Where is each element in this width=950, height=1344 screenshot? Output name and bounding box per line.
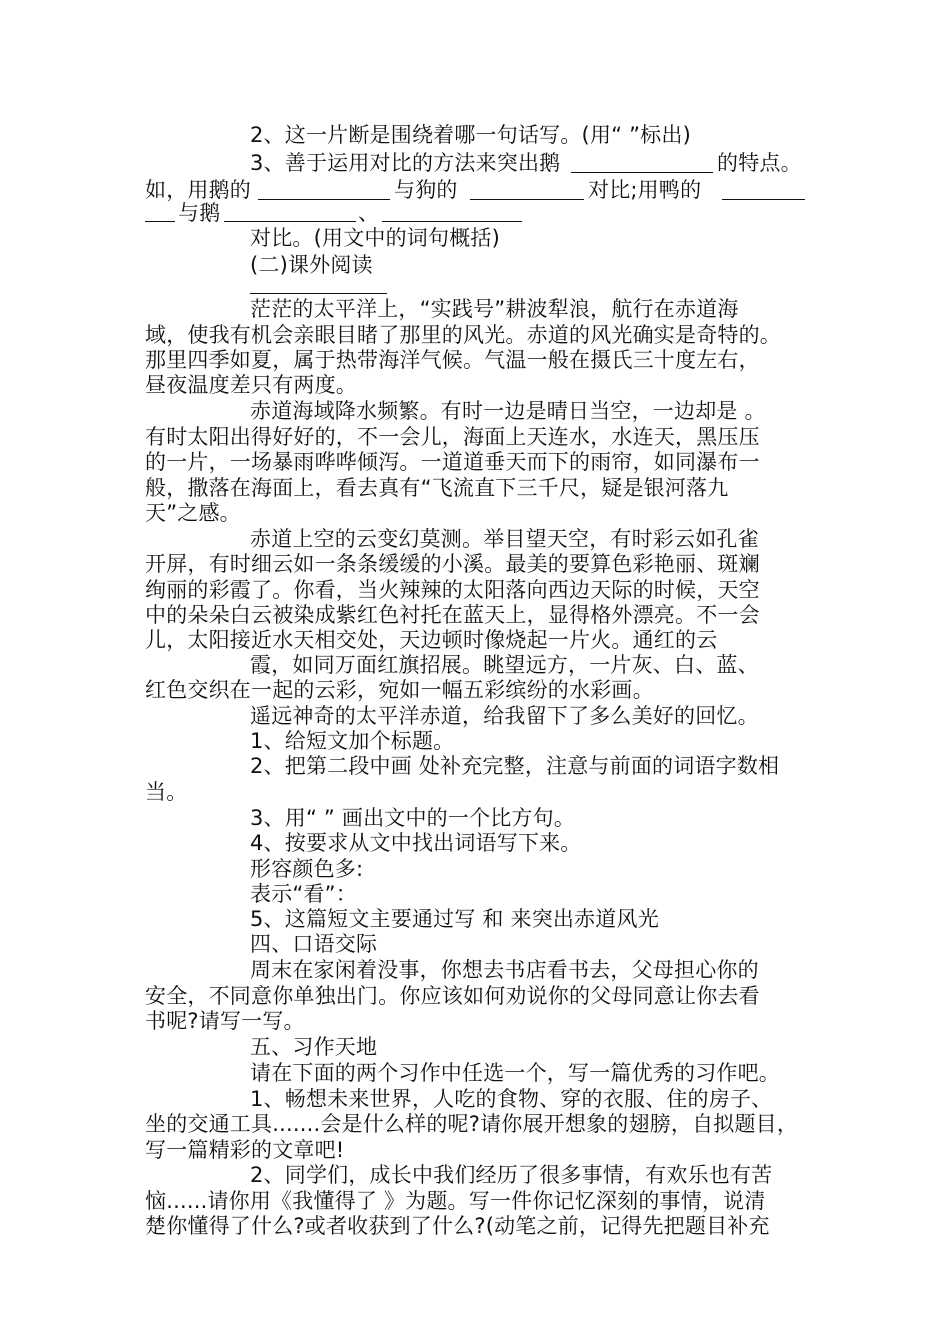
title-blank (250, 293, 387, 294)
comparison-line-mid: 对比;用鸭的 (588, 178, 702, 202)
answer-blank (224, 221, 356, 222)
exercise-1: 1、给短文加个标题。 (250, 729, 455, 753)
answer-blank (722, 199, 805, 200)
exercise-4-look: 表示“看”： (250, 882, 357, 906)
oral-prompt-line: 书呢?请写一写。 (145, 1009, 305, 1033)
section-heading-oral-communication: 四、口语交际 (250, 932, 378, 956)
passage-line: 中的朵朵白云被染成紫红色衬托在蓝天上，显得格外漂亮。不一会 (145, 603, 760, 627)
passage-line: 昼夜温度差只有两度。 (145, 373, 357, 397)
question-3-line-end: 的特点。 (717, 151, 802, 175)
writing-instruction: 请在下面的两个习作中任选一个，写一篇优秀的习作吧。 (250, 1061, 780, 1085)
comparison-instruction: 对比。(用文中的词句概括) (250, 226, 500, 250)
exercise-2-cont: 当。 (145, 780, 188, 804)
exercise-3: 3、用“ ” 画出文中的一个比方句。 (250, 806, 576, 830)
passage-line: 茫茫的太平洋上，“实践号”耕波犁浪，航行在赤道海 (250, 297, 739, 321)
passage-line: 域，使我有机会亲眼目睹了那里的风光。赤道的风光确实是奇特的。 (145, 323, 781, 347)
passage-line: 霞，如同万面红旗招展。眺望远方，一片灰、白、蓝、 (250, 653, 759, 677)
exercise-4: 4、按要求从文中找出词语写下来。 (250, 831, 582, 855)
passage-line: 般，撒落在海面上，看去真有“飞流直下三千尺，疑是银河落九 (145, 476, 729, 500)
writing-option-2-cont: 恼......请你用《我懂得了 》为题。写一件你记忆深刻的事情，说清 (145, 1189, 766, 1213)
passage-line: 遥远神奇的太平洋赤道，给我留下了多么美好的回忆。 (250, 704, 759, 728)
writing-option-1: 1、畅想未来世界，人吃的食物、穿的衣服、住的房子、 (250, 1087, 773, 1111)
passage-line: 红色交织在一起的云彩，宛如一幅五彩缤纷的水彩画。 (145, 678, 654, 702)
writing-option-1-cont: 坐的交通工具.......会是什么样的呢?请你展开想象的翅膀，自拟题目， (145, 1112, 799, 1136)
comparison-separator: 、 (358, 201, 380, 225)
oral-prompt-line: 安全，不同意你单独出门。你应该如何劝说你的父母同意让你去看 (145, 984, 760, 1008)
passage-line: 有时太阳出得好好的，不一会儿，海面上天连水，水连天，黑压压 (145, 425, 760, 449)
question-2-line: 2、这一片断是围绕着哪一句话写。(用“ ”标出) (250, 123, 691, 147)
answer-blank (470, 199, 584, 200)
exercise-4-colors: 形容颜色多: (250, 857, 364, 881)
oral-prompt-line: 周末在家闲着没事，你想去书店看书去，父母担心你的 (250, 958, 759, 982)
answer-blank (382, 221, 522, 222)
passage-line: 赤道上空的云变幻莫测。举目望天空，有时彩云如孔雀 (250, 527, 759, 551)
writing-option-1-cont: 写一篇精彩的文章吧! (145, 1138, 345, 1162)
comparison-line-start: 如，用鹅的 (145, 178, 251, 202)
section-heading-writing: 五、习作天地 (250, 1035, 378, 1059)
answer-blank (571, 172, 713, 173)
exercise-5: 5、这篇短文主要通过写 和 来突出赤道风光 (250, 907, 659, 931)
answer-blank (145, 221, 175, 222)
passage-line: 的一片，一场暴雨哗哗倾泻。一道道垂天而下的雨帘，如同瀑布一 (145, 450, 760, 474)
section-heading-extracurricular-reading: (二)课外阅读 (250, 253, 373, 277)
writing-option-2-cont: 楚你懂得了什么?或者收获到了什么?(动笔之前，记得先把题目补充 (145, 1214, 770, 1238)
passage-line: 赤道海域降水频繁。有时一边是晴日当空，一边却是 。 (250, 399, 766, 423)
writing-option-2: 2、同学们，成长中我们经历了很多事情，有欢乐也有苦 (250, 1163, 773, 1187)
passage-line: 开屏，有时细云如一条条缓缓的小溪。最美的要算色彩艳丽、斑斓 (145, 552, 760, 576)
passage-line: 那里四季如夏，属于热带海洋气候。气温一般在摄氏三十度左右， (145, 348, 760, 372)
comparison-line-cont: 与鹅 (178, 201, 221, 225)
passage-line: 天”之感。 (145, 501, 241, 525)
question-3-line: 3、善于运用对比的方法来突出鹅 (250, 151, 561, 175)
exercise-2: 2、把第二段中画 处补充完整，注意与前面的词语字数相 (250, 754, 780, 778)
comparison-line-mid: 与狗的 (394, 178, 458, 202)
passage-line: 儿，太阳接近水天相交处，天边顿时像烧起一片火。通红的云 (145, 628, 718, 652)
passage-line: 绚丽的彩霞了。你看，当火辣辣的太阳落向西边天际的时候，天空 (145, 578, 760, 602)
